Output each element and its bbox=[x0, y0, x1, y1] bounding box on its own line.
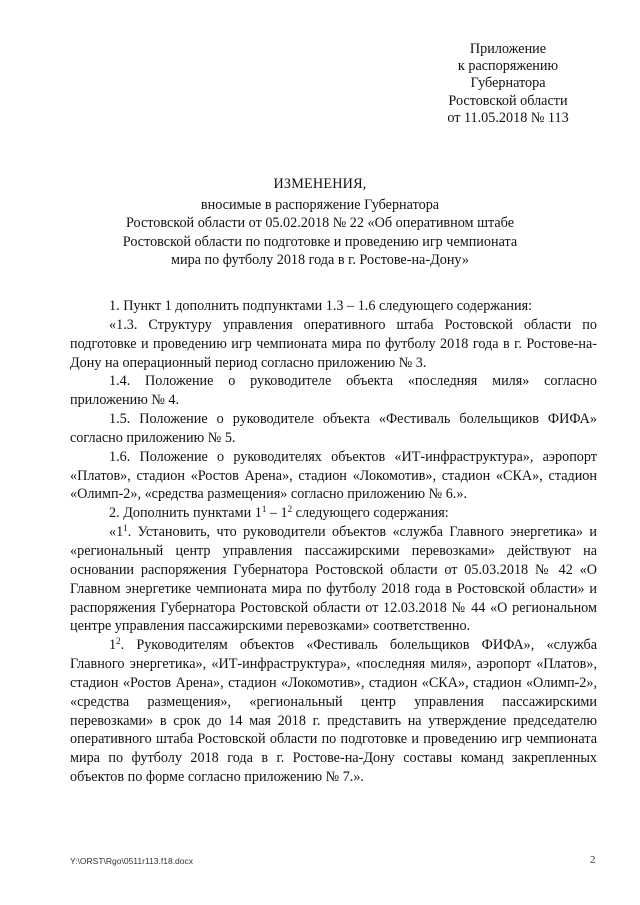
paragraph-1-6: 1.6. Положение о руководителях объектов «ИТ-инфраструктура», аэропорт «Платов», стадион «Ростов Арена», стадион «Локомотив», стадион «СКА», стадион «Олимп-2», «средства размещения» согласно приложению № 6.». bbox=[70, 448, 597, 503]
paragraph-1-2-superscript: 2 bbox=[116, 636, 121, 647]
paragraph-1-2-text: . Руководителям объектов «Фестиваль болельщиков ФИФА», «служба Главного энергетика», «ИТ-инфраструктура», «последняя миля», аэропорт «Платов», стадион «Ростов Арена», стадион «Локомотив», стадион «СКА», стадион «Олимп-2», «средства размещения», «региональный центр управления пассажирскими перевозками» в срок до 14 мая 2018 г. представить на утверждение председателю оперативного штаба Ростовской области по подготовке и проведению игр чемпионата мира по футболу 2018 года в г. Ростове-на-Дону составы команд закрепленных объектов по форме согласно приложению № 7.». bbox=[70, 637, 597, 786]
paragraph-1-2-prefix: 1 bbox=[109, 637, 117, 654]
title-line-1: вносимые в распоряжение Губернатора bbox=[200, 196, 440, 213]
paragraph-1-2 bbox=[70, 636, 597, 787]
paragraph-1-1-text: . Установить, что руководители объектов «служба Главного энергетика» и «региональный центр управления пассажирскими перевозками» действуют на основании распоряжения Губернатора Ростовской области от 05.03.2018 № 42 «О Главном энергетике чемпионата мира по футболу 2018 года в Ростовской области» и распоряжения Губернатора Ростовской области от 12.03.2018 № 44 «О региональном центре управления пассажирскими перевозками» соответственно. bbox=[70, 524, 597, 635]
paragraph-2-text-c: следующего содержания: bbox=[292, 505, 449, 522]
appendix-governor: Губернатора bbox=[470, 75, 546, 92]
superscript-1: 1 bbox=[261, 504, 267, 515]
title-line-4: мира по футболу 2018 года в г. Ростове-на-Дону» bbox=[171, 252, 469, 269]
paragraph-1: 1. Пункт 1 дополнить подпунктами 1.3 – 1.6 следующего содержания: bbox=[109, 298, 533, 314]
page-number: 2 bbox=[590, 854, 596, 866]
paragraph-1-3: «1.3. Структуру управления оперативного штаба Ростовской области по подготовке и проведению игр чемпионата мира по футболу 2018 года в г. Ростове-на-Дону на операционный период согласно приложению № 3. bbox=[70, 316, 597, 371]
paragraph-2-text-a: 2. Дополнить пунктами 1 bbox=[109, 505, 262, 522]
title-heading: ИЗМЕНЕНИЯ, bbox=[273, 176, 367, 192]
paragraph-1-1-prefix: «1 bbox=[109, 524, 124, 541]
title-line-3: Ростовской области по подготовке и проведению игр чемпионата bbox=[122, 233, 518, 250]
paragraph-1-4: 1.4. Положение о руководителе объекта «последняя миля» согласно приложению № 4. bbox=[70, 373, 597, 409]
document-body bbox=[70, 297, 597, 787]
appendix-label: Приложение bbox=[469, 41, 547, 57]
appendix-date-number: от 11.05.2018 № 113 bbox=[447, 109, 569, 126]
title-line-2: Ростовской области от 05.02.2018 № 22 «Об оперативном штабе bbox=[125, 215, 514, 232]
paragraph-2 bbox=[70, 504, 597, 523]
document-title bbox=[0, 175, 640, 270]
paragraph-2-text-b: – 1 bbox=[266, 505, 288, 522]
appendix-to-order: к распоряжению bbox=[457, 58, 559, 75]
appendix-region: Ростовской области bbox=[448, 92, 568, 109]
paragraph-1-1 bbox=[70, 523, 597, 636]
appendix-header bbox=[420, 41, 596, 127]
footer-file-path: Y:\ORST\Rgo\0511r113.f18.docx bbox=[70, 856, 194, 866]
paragraph-1-5: 1.5. Положение о руководителе объекта «Фестиваль болельщиков ФИФА» согласно приложению № 5. bbox=[70, 411, 597, 446]
paragraph-1-1-superscript: 1 bbox=[123, 523, 128, 534]
superscript-2: 2 bbox=[287, 504, 293, 515]
